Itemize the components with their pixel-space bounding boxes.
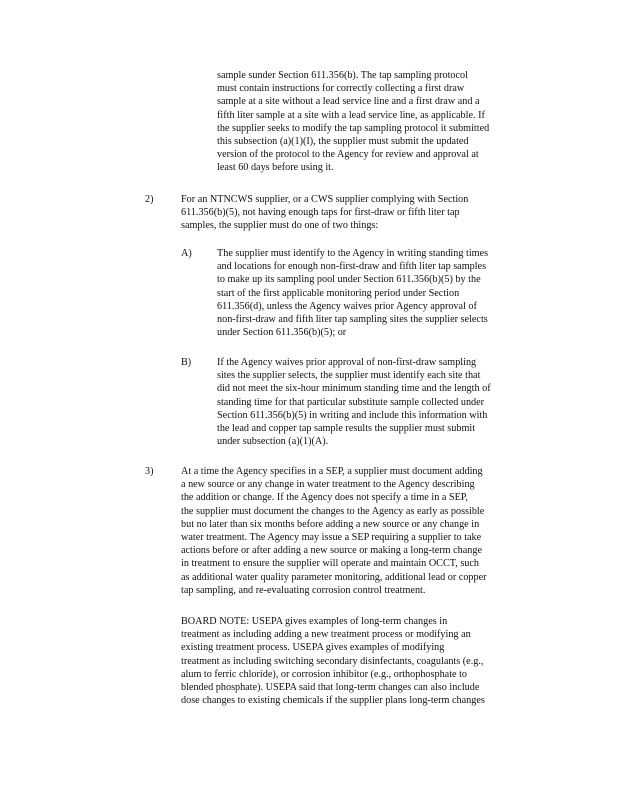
text-line: alum to ferric chloride), or corrosion inhibitor (e.g., orthophosphate to [181,668,468,680]
text-line: and locations for enough non-first-draw and fifth liter tap samples [217,261,487,273]
item-2b-paragraph [217,356,540,448]
item-2a-paragraph [217,247,533,339]
text-line: treatment as including switching secondary disinfectants, coagulants (e.g., [181,655,484,667]
text-line: standing time for that particular substitute sample collected under [217,396,485,408]
text-line: treatment as including adding a new treatment process or modifying an [181,629,471,641]
text-line: in treatment to ensure the supplier will operate and maintain OCCT, such [181,558,479,570]
text-line: sample at a site without a lead service line and a first draw and a [217,96,480,108]
text-line: a new source or any change in water treatment to the Agency describing [181,479,475,491]
item-3-paragraph [181,465,536,597]
text-line: If the Agency waives prior approval of non-first-draw sampling [217,357,477,368]
text-line: Section 611.356(b)(5) in writing and include this information with [217,409,488,421]
text-line: under subsection (a)(1)(A). [217,436,329,448]
text-line: dose changes to existing chemicals if the supplier plans long-term changes [181,695,485,707]
text-line: under Section 611.356(b)(5); or [217,327,347,339]
item-number: 2) [145,194,154,205]
text-line: water treatment. The Agency may issue a SEP requiring a supplier to take [181,532,482,544]
text-line: For an NTNCWS supplier, or a CWS supplier complying with Section [181,194,469,205]
text-line: tap sampling, and re-evaluating corrosion control treatment. [181,584,426,596]
text-line: the addition or change. If the Agency does not specify a time in a SEP, [181,492,468,504]
text-line: samples, the supplier must do one of two things: [181,220,379,232]
item-number: 3) [145,466,154,477]
subitem-letter: A) [181,248,192,259]
text-line: least 60 days before using it. [217,162,334,174]
text-line: fifth liter sample at a site with a lead service line, as applicable. If [217,109,485,121]
text-line: version of the protocol to the Agency for review and approval at [217,149,479,161]
text-line: 611.356(b)(5), not having enough taps for first-draw or fifth liter tap [181,207,460,219]
text-line: did not meet the six-hour minimum standing time and the length of [217,383,491,395]
text-line: the supplier must document the changes to the Agency as early as possible [181,505,485,517]
text-line: but no later than six months before adding a new source or any change in [181,518,480,530]
subitem-letter: B) [181,357,192,368]
text-line: must contain instructions for correctly collecting a first draw [217,83,465,95]
board-note [181,615,532,707]
text-line: to make up its sampling pool under Section 611.356(b)(5) by the [217,274,481,286]
text-line: the supplier seeks to modify the tap sampling protocol it submitted [217,122,490,134]
text-line: sites the supplier selects, the supplier must identify each site that [217,370,481,382]
text-line: as additional water quality parameter monitoring, additional lead or copper [181,571,487,583]
text-line: actions before or after adding a new source or making a long-term change [181,545,482,557]
text-line: the lead and copper tap sample results the supplier must submit [217,423,476,435]
text-line: non-first-draw and fifth liter tap sampling sites the supplier selects [217,314,488,326]
text-line: existing treatment process. USEPA gives examples of modifying [181,642,445,654]
text-line: The supplier must identify to the Agency in writing standing times [217,248,489,259]
item-2-paragraph [181,193,513,233]
text-line: At a time the Agency specifies in a SEP, a supplier must document adding [181,466,483,477]
text-line: this subsection (a)(1)(I), the supplier must submit the updated [217,136,469,148]
text-line: start of the first applicable monitoring period under Section [217,287,460,299]
text-line: BOARD NOTE: USEPA gives examples of long-term changes in [181,616,448,627]
intro-paragraph [217,69,530,175]
text-line: 611.356(d), unless the Agency waives prior Agency approval of [217,300,477,312]
text-line: blended phosphate). USEPA said that long-term changes can also include [181,682,480,694]
text-line: sample sunder Section 611.356(b). The tap sampling protocol [217,70,468,81]
